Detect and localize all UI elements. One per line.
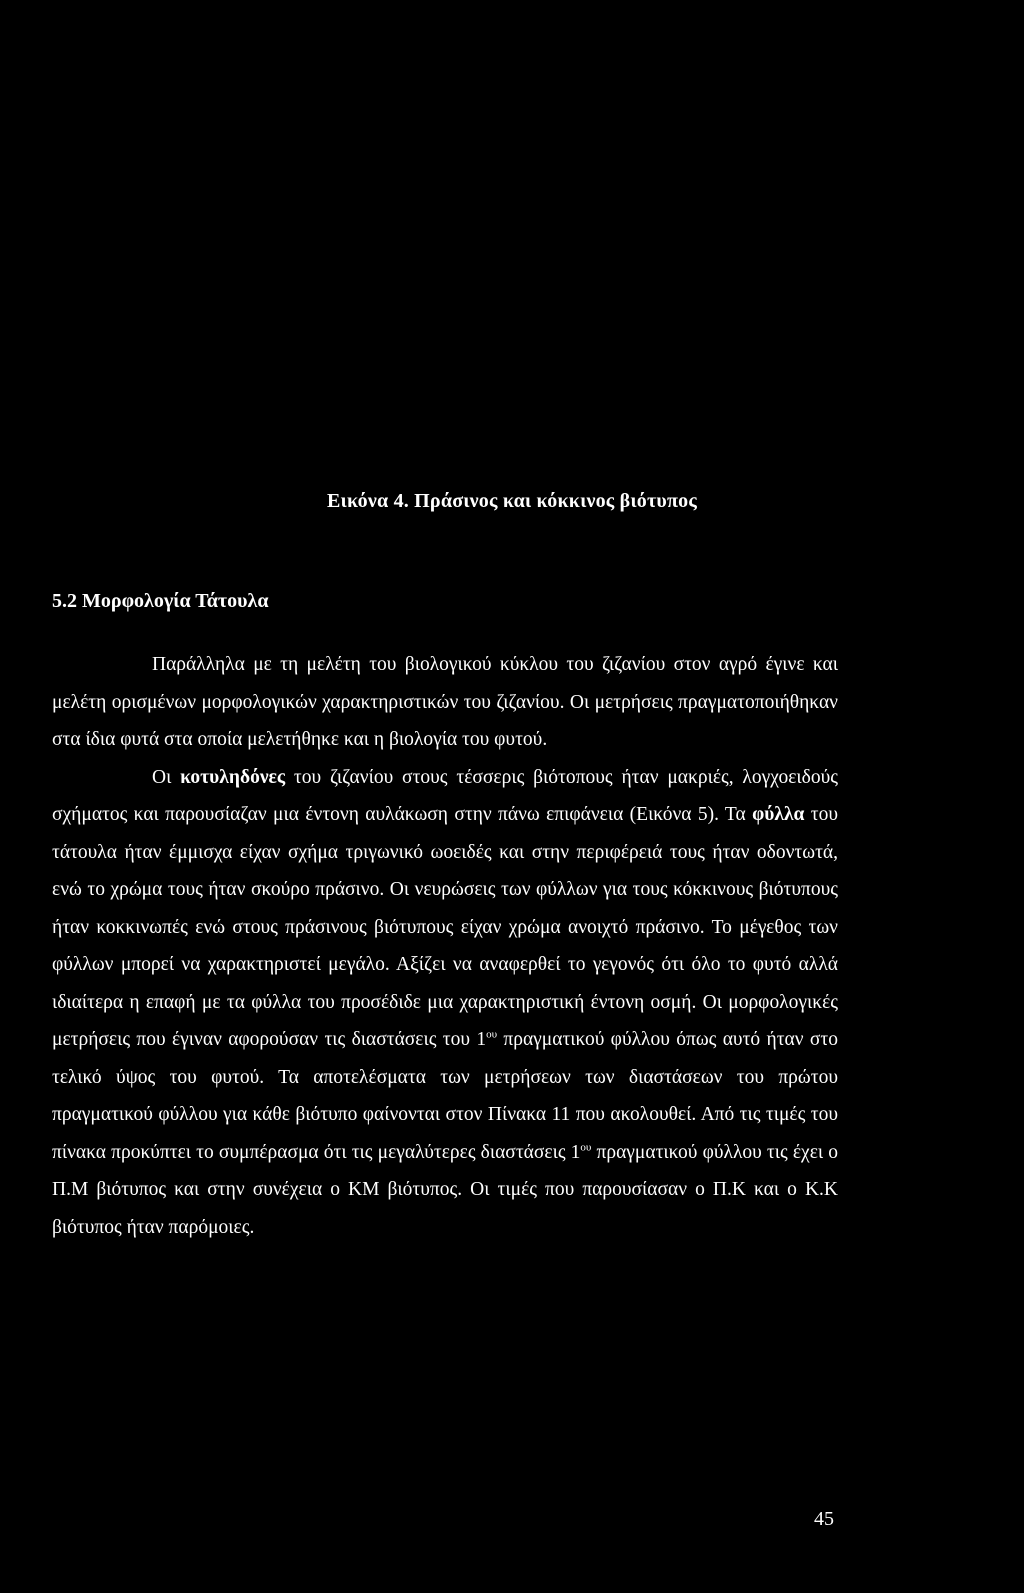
page-number: 45 (814, 1508, 834, 1530)
ordinal-superscript: ου (580, 1141, 592, 1153)
term-leaves: φύλλα (752, 804, 805, 825)
ordinal-superscript: ου (486, 1028, 498, 1041)
figure-caption: Εικόνα 4. Πράσινος και κόκκινος βιότυπος (327, 490, 697, 512)
paragraph-2-text: πραγματικού φύλλου τις έχει ο Π.Μ βιότυπος και στην συνέχεια ο ΚΜ βιότυπος. Οι τιμές που παρουσίασαν ο Π.Κ και ο Κ.Κ βιότυπος ήταν παρόμοιες. (52, 1141, 838, 1238)
term-cotyledons: κοτυληδόνες (180, 766, 286, 788)
paragraph-2 (52, 759, 838, 1247)
paragraph-1: Παράλληλα με τη μελέτη του βιολογικού κύκλου του ζιζανίου στον αγρό έγινε και μελέτη ορισμένων μορφολογικών χαρακτηριστικών του ζιζανίου. Οι μετρήσεις πραγματοποιήθηκαν στα ίδια φυτά στα οποία μελετήθηκε και η βιολογία του φυτού. (52, 654, 838, 750)
section-heading: 5.2 Μορφολογία Τάτουλα (52, 590, 269, 612)
figure-image-area (0, 0, 1024, 470)
body-text (52, 646, 838, 1246)
paragraph-2-text: Οι (152, 766, 181, 788)
paragraph-2-text: πραγματικού φύλλου όπως αυτό ήταν στο τελικό ύψος του φυτού. Τα αποτελέσματα των μετρήσεων των διαστάσεων του πρώτου πραγματικού φύλλου για κάθε βιότυπο φαίνονται στον Πίνακα 11 που ακολουθεί. Από τις τιμές του πίνακα προκύπτει το συμπέρασμα ότι τις μεγαλύτερες διαστάσεις 1 (52, 1029, 838, 1163)
paragraph-2-text: του ζιζανίου στους τέσσερις βιότοπους ήταν μακριές, λογχοειδούς σχήματος και παρουσίαζαν μια έντονη αυλάκωση στην πάνω επιφάνεια (Εικόνα 5). Τα (52, 766, 838, 825)
paragraph-2-text: του τάτουλα ήταν έμμισχα είχαν σχήμα τριγωνικό ωοειδές και στην περιφέρειά τους ήταν οδοντωτά, ενώ το χρώμα τους ήταν σκούρο πράσινο. Οι νευρώσεις των φύλλων για τους κόκκινους βιότυπους ήταν κοκκινωπές ενώ στους πράσινους βιότυπους είχαν χρώμα ανοιχτό πράσινο. Το μέγεθος των φύλλων μπορεί να χαρακτηριστεί μεγάλο. Αξίζει να αναφερθεί το γεγονός ότι όλο το φυτό αλλά ιδιαίτερα η επαφή με τα φύλλα του προσέδιδε μια χαρακτηριστική έντονη οσμή. Οι μορφολογικές μετρήσεις που έγιναν αφορούσαν τις διαστάσεις του 1 (52, 804, 839, 1050)
